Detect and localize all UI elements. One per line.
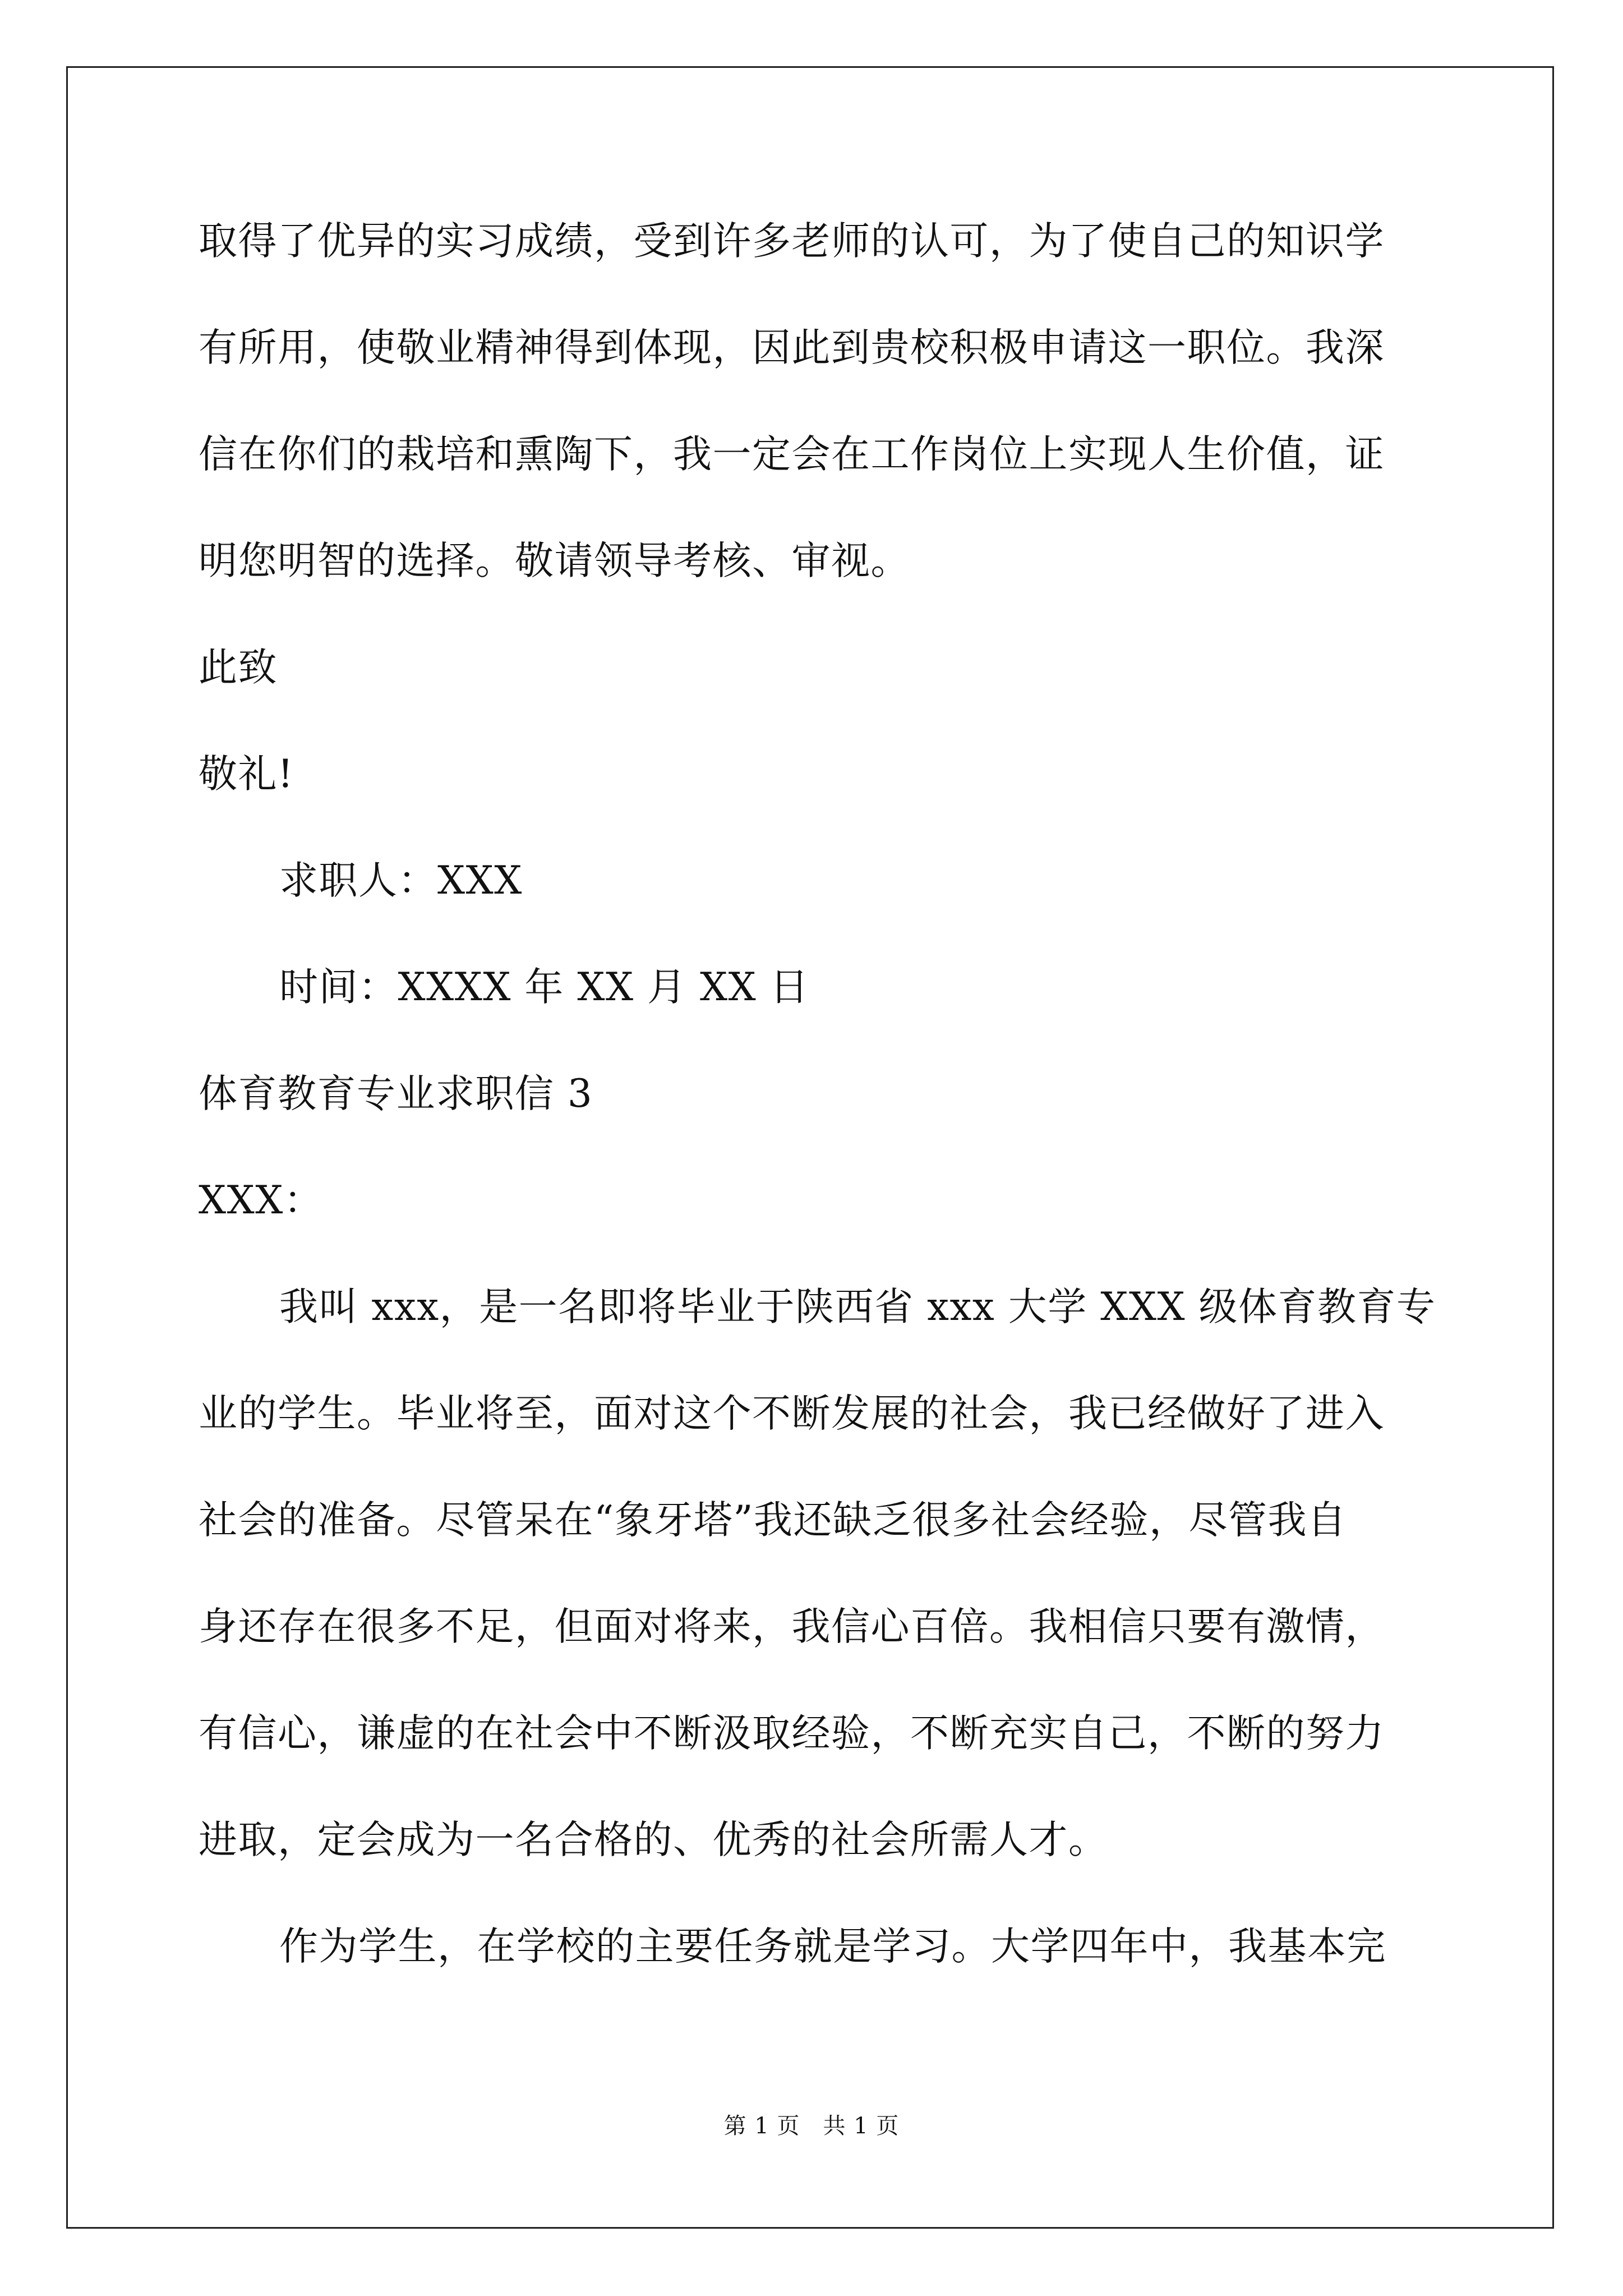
text-line: 有信心，谦虚的在社会中不断汲取经验，不断充实自己，不断的努力 (199, 1711, 1385, 1756)
page-indicator: 第 1 页 共 1 页 (723, 2113, 900, 2139)
closing-respect: 敬礼! (199, 752, 294, 797)
text-line: 有所用，使敬业精神得到体现，因此到贵校积极申请这一职位。我深 (199, 325, 1385, 370)
closing-salutation: 此致 (199, 645, 278, 690)
text-line: 取得了优异的实习成绩，受到许多老师的认可，为了使自己的知识学 (199, 219, 1385, 264)
text-line: 明您明智的选择。敬请领导考核、审视。 (199, 539, 910, 583)
letter-date: 时间：XXXX 年 XX 月 XX 日 (279, 965, 810, 1010)
text-line: 作为学生，在学校的主要任务就是学习。大学四年中，我基本完 (279, 1924, 1386, 1969)
text-line: 进取，定会成为一名合格的、优秀的社会所需人才。 (199, 1818, 1108, 1862)
text-line: 身还存在很多不足，但面对将来，我信心百倍。我相信只要有激情， (199, 1604, 1385, 1649)
text-line: 我叫 xxx，是一名即将毕业于陕西省 xxx 大学 XXX 级体育教育专 (279, 1285, 1436, 1329)
text-line: 社会的准备。尽管呆在“象牙塔”我还缺乏很多社会经验，尽管我自 (199, 1498, 1347, 1543)
letter-greeting: XXX： (199, 1178, 324, 1223)
applicant-name: 求职人：XXX (279, 858, 523, 903)
text-line: 信在你们的栽培和熏陶下，我一定会在工作岗位上实现人生价值，证 (199, 432, 1385, 477)
section-heading: 体育教育专业求职信 3 (199, 1071, 593, 1116)
text-line: 业的学生。毕业将至，面对这个不断发展的社会，我已经做好了进入 (199, 1391, 1385, 1436)
page-border (66, 66, 1554, 2229)
